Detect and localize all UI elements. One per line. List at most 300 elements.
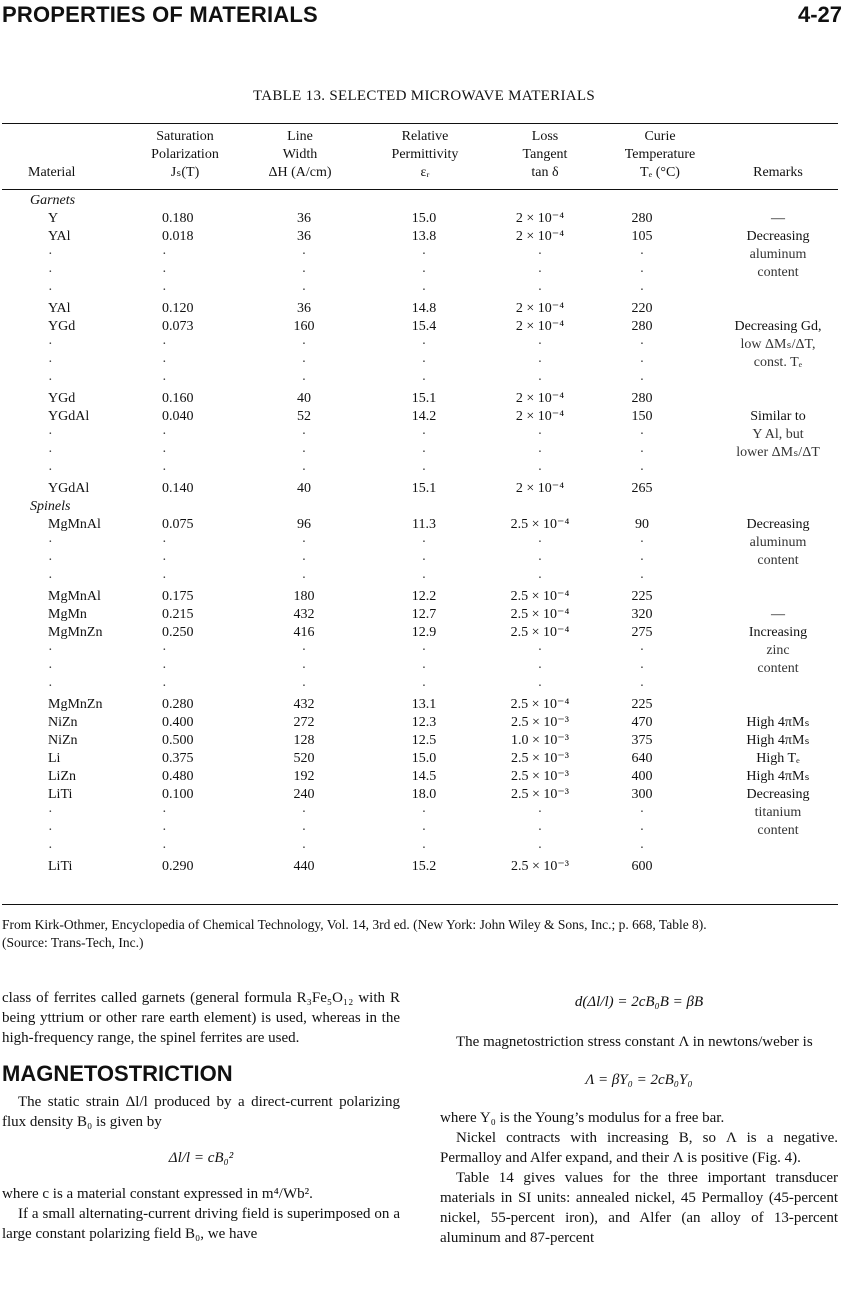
table-row [0,858,848,876]
paragraph: where Y₀ is the Young’s modulus for a free bar. [440,1110,725,1126]
cell-saturation: · [162,265,167,280]
cell-linewidth: · [301,355,307,370]
cell-linewidth: · [301,643,307,658]
col-header-line: tan δ [531,165,559,180]
section-label [0,192,848,210]
cell-curie-temp: 280 [631,319,653,334]
cell-remarks: — [771,211,785,226]
col-header-material: Material [28,165,76,180]
table-footnote [2,916,838,952]
cell-material: · [48,247,53,262]
table-body [0,192,848,876]
cell-saturation: 0.160 [162,391,194,406]
cell-curie-temp: 280 [631,391,653,406]
cell-linewidth: · [301,283,307,298]
table-row [0,570,848,588]
running-header-title: PROPERTIES OF MATERIALS [2,2,318,27]
table-row [0,804,848,822]
cell-saturation: · [162,661,167,676]
cell-material: YAl [48,301,71,316]
cell-material: YGd [48,391,76,406]
cell-loss-tangent: 2.5 × 10⁻³ [511,715,569,730]
cell-linewidth: · [301,247,307,262]
cell-material: · [48,535,53,550]
cell-permittivity: · [421,463,427,478]
cell-remarks: — [771,607,785,622]
cell-curie-temp: 470 [631,715,653,730]
cell-loss-tangent: · [537,643,543,658]
cell-saturation: · [162,463,167,478]
cell-remarks: High 4πMₛ [746,733,810,748]
cell-linewidth: 40 [297,391,311,406]
cell-saturation: · [162,355,167,370]
table-row [0,336,848,354]
cell-linewidth: · [301,445,307,460]
cell-remarks: content [757,823,799,838]
table-row [0,660,848,678]
paragraph: class of ferrites called garnets (general formula R₃Fe₅O₁₂ with R being yttrium or other rare earth element) is used, whereas in the high-frequency range, the spinel ferrites are used. [2,990,400,1046]
table-row [0,606,848,624]
col-header-line: εᵣ [420,165,430,180]
equation: d(Δl/l) = 2cB₀B = βB [574,994,704,1010]
cell-curie-temp: · [639,823,645,838]
cell-permittivity: 12.9 [411,625,437,640]
cell-remarks: content [757,661,799,676]
table-row [0,354,848,372]
cell-linewidth: · [301,661,307,676]
cell-linewidth: · [301,463,307,478]
cell-curie-temp: 220 [631,301,653,316]
cell-saturation: · [162,337,167,352]
cell-loss-tangent: 2.5 × 10⁻⁴ [510,607,570,622]
cell-remarks: titanium [754,805,802,820]
cell-saturation: · [162,373,167,388]
footnote-line: From Kirk-Othmer, Encyclopedia of Chemical Technology, Vol. 14, 3rd ed. (New York: John Wiley & Sons, Inc.; p. 668, Table 8). [2,917,707,932]
cell-loss-tangent: · [537,841,543,856]
cell-permittivity: · [421,805,427,820]
cell-curie-temp: · [639,679,645,694]
cell-saturation: · [162,427,167,442]
cell-saturation: · [162,445,167,460]
section-heading: MAGNETOSTRICTION [2,1061,233,1086]
cell-loss-tangent: 2.5 × 10⁻³ [511,769,569,784]
cell-curie-temp: · [639,373,645,388]
cell-remarks: Similar to [750,409,806,424]
cell-material: · [48,805,53,820]
cell-curie-temp: 225 [631,589,653,604]
cell-saturation: 0.180 [162,211,194,226]
paragraph: Table 14 gives values for the three important transducer materials in SI units: annealed nickel, 45 Permalloy (45-percent nickel, 55-percent iron), and Alfer (an alloy of 13-percent aluminum and 87-percent [440,1170,838,1246]
cell-permittivity: · [421,841,427,856]
cell-remarks: Decreasing Gd, [734,319,822,334]
cell-saturation: 0.040 [162,409,194,424]
cell-curie-temp: · [639,661,645,676]
cell-material: NiZn [48,733,78,748]
cell-permittivity: · [421,427,427,442]
paragraph: Nickel contracts with increasing B, so Λ is a negative. Permalloy and Alfer expand, and their Λ is positive (Fig. 4). [440,1130,838,1166]
cell-saturation: 0.280 [162,697,194,712]
cell-saturation: · [162,283,167,298]
cell-permittivity: · [421,337,427,352]
col-header-line: Jₛ(T) [170,165,200,180]
cell-linewidth: 40 [297,481,311,496]
table-row [0,390,848,408]
cell-material: · [48,571,53,586]
cell-material: MgMn [48,607,87,622]
cell-permittivity: 15.0 [411,211,437,226]
cell-linewidth: 52 [297,409,311,424]
cell-saturation: · [162,823,167,838]
cell-material: LiTi [48,787,73,802]
cell-loss-tangent: · [537,283,543,298]
col-header-line: ΔH (A/cm) [268,165,332,180]
section-label-text: Garnets [30,193,76,208]
cell-permittivity: · [421,283,427,298]
cell-saturation: · [162,643,167,658]
cell-loss-tangent: · [537,823,543,838]
cell-loss-tangent: · [537,661,543,676]
cell-loss-tangent: · [537,805,543,820]
table-row [0,228,848,246]
cell-material: · [48,823,53,838]
cell-linewidth: · [301,679,307,694]
section-label-text: Spinels [30,499,71,514]
cell-saturation: 0.075 [162,517,194,532]
col-header-line: Width [282,147,318,162]
cell-loss-tangent: 2 × 10⁻⁴ [515,211,565,226]
cell-saturation: · [162,679,167,694]
cell-linewidth: 240 [293,787,315,802]
cell-linewidth: 36 [297,301,311,316]
cell-loss-tangent: · [537,553,543,568]
cell-linewidth: 432 [293,697,315,712]
cell-linewidth: · [301,265,307,280]
cell-material: NiZn [48,715,78,730]
table-row [0,588,848,606]
table-row [0,282,848,300]
cell-remarks: Decreasing [746,517,810,532]
cell-material: · [48,373,53,388]
cell-material: · [48,553,53,568]
cell-linewidth: · [301,553,307,568]
cell-loss-tangent: 2 × 10⁻⁴ [515,301,565,316]
cell-saturation: 0.400 [162,715,194,730]
table-caption: TABLE 13. SELECTED MICROWAVE MATERIALS [252,88,595,104]
cell-remarks: Decreasing [746,787,810,802]
cell-loss-tangent: · [537,247,543,262]
cell-loss-tangent: · [537,427,543,442]
cell-material: · [48,337,53,352]
cell-saturation: · [162,571,167,586]
col-header-line: Saturation [156,129,214,144]
cell-curie-temp: 105 [631,229,653,244]
cell-linewidth: · [301,571,307,586]
cell-material: YAl [48,229,71,244]
cell-permittivity: 15.1 [411,391,437,406]
table-row [0,372,848,390]
cell-loss-tangent: 1.0 × 10⁻³ [511,733,569,748]
cell-loss-tangent: · [537,373,543,388]
cell-curie-temp: · [639,355,645,370]
table-header-rule [2,189,838,190]
table-row [0,552,848,570]
col-header-line: Polarization [151,147,219,162]
cell-saturation: 0.215 [162,607,194,622]
cell-linewidth: 440 [293,859,315,874]
cell-permittivity: 14.2 [411,409,437,424]
paragraph: The magnetostriction stress constant Λ in newtons/weber is [456,1034,813,1050]
cell-permittivity: · [421,679,427,694]
footnote-line: (Source: Trans-Tech, Inc.) [2,935,144,950]
cell-curie-temp: · [639,805,645,820]
cell-permittivity: 15.4 [411,319,437,334]
cell-material: · [48,445,53,460]
cell-linewidth: 432 [293,607,315,622]
cell-permittivity: 13.8 [411,229,437,244]
cell-saturation: · [162,553,167,568]
table-row [0,768,848,786]
cell-linewidth: · [301,373,307,388]
cell-loss-tangent: · [537,571,543,586]
cell-loss-tangent: 2.5 × 10⁻³ [511,859,569,874]
paragraph: The static strain Δl/l produced by a direct-current polarizing flux density B₀ is given by [2,1094,400,1130]
cell-loss-tangent: 2.5 × 10⁻⁴ [510,697,570,712]
cell-material: MgMnAl [48,589,101,604]
cell-material: LiZn [48,769,76,784]
cell-material: Y [48,211,59,226]
cell-material: · [48,427,53,442]
cell-permittivity: 14.8 [411,301,437,316]
cell-saturation: · [162,805,167,820]
cell-saturation: 0.375 [162,751,194,766]
cell-curie-temp: 400 [631,769,653,784]
cell-material: · [48,463,53,478]
cell-remarks: zinc [766,643,790,658]
cell-permittivity: 18.0 [411,787,437,802]
right-text-column [440,988,838,1248]
cell-saturation: · [162,535,167,550]
cell-remarks: low ΔMₛ/ΔT, [740,337,816,352]
table-row [0,462,848,480]
cell-material: YGd [48,319,76,334]
cell-saturation: 0.290 [162,859,194,874]
cell-permittivity: · [421,445,427,460]
cell-curie-temp: 375 [631,733,653,748]
col-header-line: Curie [644,129,676,144]
cell-linewidth: · [301,823,307,838]
cell-remarks: Y Al, but [752,427,804,442]
cell-linewidth: · [301,805,307,820]
cell-linewidth: 36 [297,229,311,244]
table-row [0,822,848,840]
cell-remarks: content [757,553,799,568]
cell-linewidth: · [301,535,307,550]
cell-loss-tangent: 2 × 10⁻⁴ [515,481,565,496]
col-header-line: Line [287,129,313,144]
table-row [0,318,848,336]
cell-saturation: · [162,247,167,262]
cell-material: · [48,841,53,856]
cell-material: YGdAl [48,409,90,424]
cell-curie-temp: · [639,571,645,586]
cell-linewidth: 160 [293,319,315,334]
cell-material: LiTi [48,859,73,874]
cell-linewidth: 180 [293,589,315,604]
col-header-line: Permittivity [391,147,459,162]
left-text-column [2,988,400,1244]
cell-remarks: Increasing [748,625,808,640]
cell-permittivity: · [421,553,427,568]
col-header-line: Temperature [624,147,696,162]
cell-loss-tangent: · [537,535,543,550]
cell-permittivity: · [421,355,427,370]
cell-permittivity: 12.5 [411,733,437,748]
cell-saturation: · [162,841,167,856]
table-row [0,840,848,858]
cell-loss-tangent: 2 × 10⁻⁴ [515,319,565,334]
table-row [0,264,848,282]
cell-linewidth: 128 [293,733,315,748]
table-row [0,624,848,642]
cell-curie-temp: 300 [631,787,653,802]
cell-permittivity: 12.3 [411,715,437,730]
cell-permittivity: 15.2 [411,859,437,874]
table-row [0,786,848,804]
cell-curie-temp: · [639,265,645,280]
cell-material: MgMnAl [48,517,101,532]
cell-saturation: 0.250 [162,625,194,640]
cell-permittivity: · [421,823,427,838]
cell-curie-temp: 225 [631,697,653,712]
col-header-loss-tangent [485,128,605,182]
cell-linewidth: · [301,427,307,442]
table-row [0,732,848,750]
cell-loss-tangent: 2.5 × 10⁻⁴ [510,517,570,532]
cell-curie-temp: 265 [631,481,653,496]
cell-curie-temp: · [639,427,645,442]
equation: Λ = βY₀ = 2cB₀Y₀ [585,1072,693,1088]
cell-saturation: 0.480 [162,769,194,784]
cell-curie-temp: · [639,643,645,658]
cell-material: · [48,679,53,694]
cell-material: MgMnZn [48,697,103,712]
paragraph: where c is a material constant expressed in m⁴/Wb². [2,1186,313,1202]
cell-material: · [48,643,53,658]
cell-material: MgMnZn [48,625,103,640]
table-row [0,534,848,552]
cell-linewidth: 416 [293,625,315,640]
cell-curie-temp: · [639,337,645,352]
cell-permittivity: · [421,265,427,280]
table-row [0,408,848,426]
table-bottom-rule [2,904,838,905]
table-row [0,750,848,768]
cell-saturation: 0.500 [162,733,194,748]
cell-linewidth: 36 [297,211,311,226]
cell-remarks: const. Tₑ [753,355,803,370]
cell-loss-tangent: · [537,337,543,352]
cell-loss-tangent: 2 × 10⁻⁴ [515,409,565,424]
cell-linewidth: 520 [293,751,315,766]
cell-loss-tangent: · [537,463,543,478]
section-label [0,498,848,516]
table-row [0,246,848,264]
cell-permittivity: · [421,661,427,676]
paragraph: If a small alternating-current driving field is superimposed on a large constant polarizing field B₀, we have [2,1206,400,1242]
cell-permittivity: 12.7 [411,607,437,622]
cell-curie-temp: 640 [631,751,653,766]
page-number: 4-27 [797,2,842,27]
cell-linewidth: 96 [297,517,311,532]
cell-loss-tangent: 2.5 × 10⁻³ [511,751,569,766]
table-row [0,516,848,534]
cell-loss-tangent: · [537,355,543,370]
cell-saturation: 0.100 [162,787,194,802]
table-row [0,696,848,714]
col-header-line: Relative [401,129,449,144]
table-row [0,480,848,498]
cell-material: Li [48,751,61,766]
cell-saturation: 0.175 [162,589,194,604]
col-header-line: Tₑ (°C) [640,165,680,180]
cell-loss-tangent: · [537,265,543,280]
cell-permittivity: 15.1 [411,481,437,496]
cell-curie-temp: 275 [631,625,653,640]
col-header-saturation [130,128,240,182]
cell-linewidth: · [301,337,307,352]
table-row [0,444,848,462]
cell-linewidth: 272 [293,715,315,730]
cell-material: YGdAl [48,481,90,496]
cell-loss-tangent: 2.5 × 10⁻⁴ [510,625,570,640]
cell-curie-temp: · [639,283,645,298]
col-header-permittivity [370,128,480,182]
cell-permittivity: · [421,247,427,262]
cell-curie-temp: · [639,463,645,478]
cell-saturation: 0.120 [162,301,194,316]
table-top-rule [2,123,838,124]
cell-curie-temp: · [639,553,645,568]
cell-permittivity: 13.1 [411,697,437,712]
table-row [0,426,848,444]
cell-remarks: High 4πMₛ [746,769,810,784]
cell-permittivity: · [421,643,427,658]
cell-material: · [48,283,53,298]
cell-loss-tangent: 2 × 10⁻⁴ [515,229,565,244]
cell-curie-temp: · [639,535,645,550]
cell-loss-tangent: · [537,679,543,694]
cell-curie-temp: · [639,445,645,460]
table-row [0,300,848,318]
table-row [0,642,848,660]
cell-loss-tangent: 2 × 10⁻⁴ [515,391,565,406]
cell-curie-temp: · [639,247,645,262]
cell-permittivity: · [421,373,427,388]
cell-saturation: 0.018 [162,229,194,244]
cell-saturation: 0.140 [162,481,194,496]
cell-material: · [48,661,53,676]
cell-permittivity: 11.3 [412,517,436,532]
cell-remarks: Decreasing [746,229,810,244]
cell-remarks: content [757,265,799,280]
col-header-remarks: Remarks [753,165,803,180]
table-row [0,678,848,696]
cell-curie-temp: 280 [631,211,653,226]
cell-permittivity: · [421,571,427,586]
cell-remarks: High 4πMₛ [746,715,810,730]
cell-linewidth: 192 [293,769,315,784]
cell-remarks: aluminum [749,247,807,262]
